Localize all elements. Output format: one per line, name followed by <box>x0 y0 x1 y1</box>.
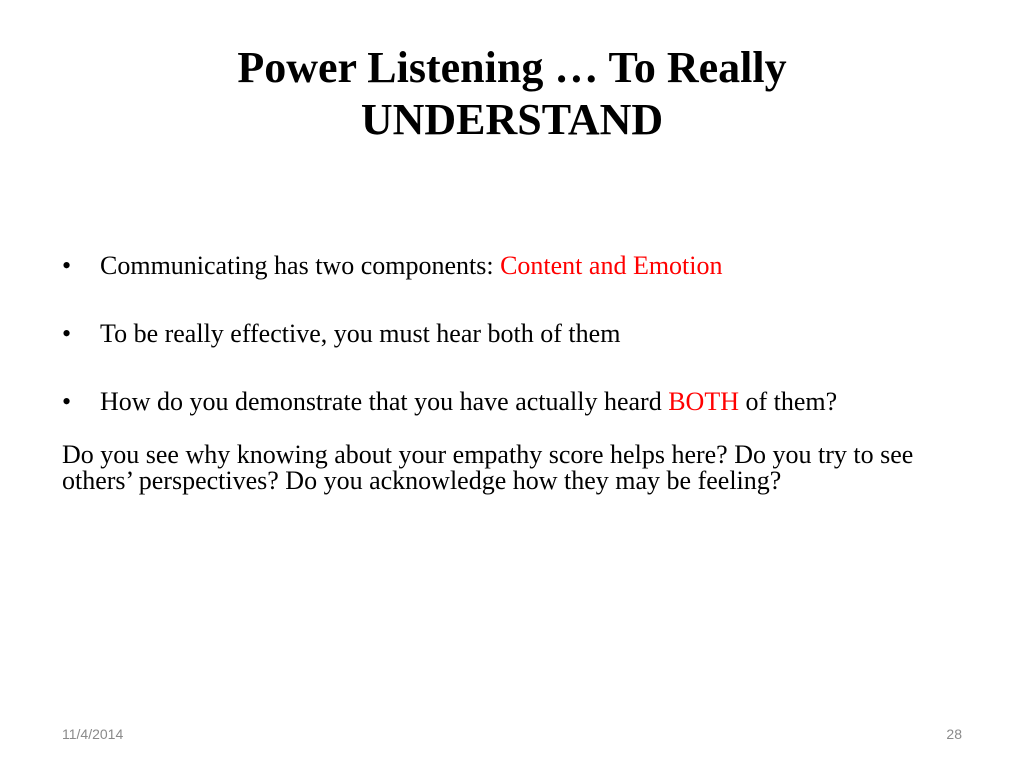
bullet-text: Communicating has two components: <box>100 251 501 280</box>
bullet-highlight: Content and Emotion <box>500 251 723 280</box>
bullet-text: To be really effective, you must hear both of them <box>100 319 621 348</box>
slide-body <box>62 252 972 494</box>
bullet-marker: • <box>62 319 72 348</box>
footer-date: 11/4/2014 <box>62 726 124 742</box>
bullet-marker: • <box>62 387 72 416</box>
slide-title-line-2: UNDERSTAND <box>360 95 664 144</box>
bullet-marker: • <box>62 251 72 280</box>
bullet-item <box>62 252 972 280</box>
body-paragraph: Do you see why knowing about your empathy score helps here? Do you try to see others’ perspectives? Do you acknowledge how they may be feeling? <box>62 440 914 495</box>
bullet-item <box>62 388 972 416</box>
footer-page-number: 28 <box>946 726 962 742</box>
slide-title-line-1: Power Listening … To Really <box>237 43 787 92</box>
bullet-item <box>62 320 972 348</box>
bullet-suffix: of them? <box>739 387 838 416</box>
bullet-text: How do you demonstrate that you have actually heard <box>100 387 669 416</box>
bullet-highlight: BOTH <box>668 387 739 416</box>
slide-title <box>60 42 964 146</box>
